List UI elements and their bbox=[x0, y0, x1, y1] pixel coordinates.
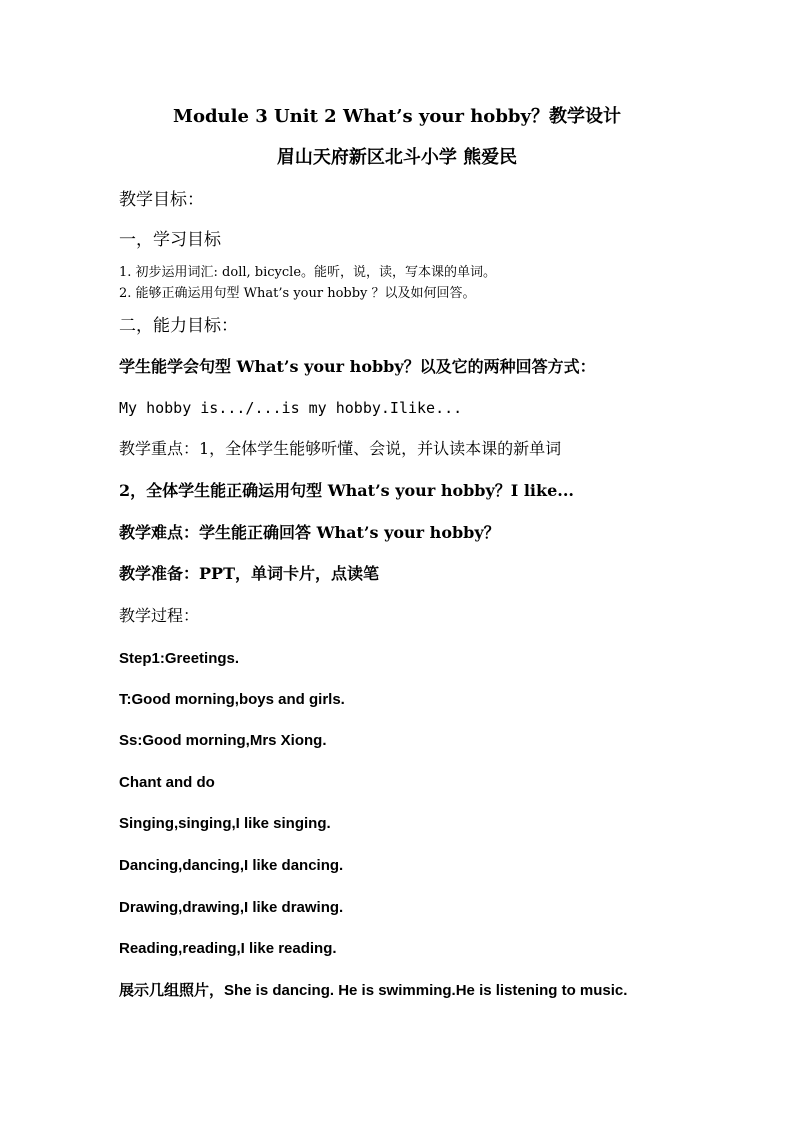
teaching-key-point-2: 2，全体学生能正确运用句型 What’s your hobby？I like... bbox=[119, 481, 574, 500]
chant-line-drawing: Drawing,drawing,I like drawing. bbox=[119, 899, 344, 916]
chant-line-reading: Reading,reading,I like reading. bbox=[119, 940, 337, 957]
teacher-greeting: T:Good morning,boys and girls. bbox=[119, 691, 345, 708]
photo-display-line: 展示几组照片，She is dancing. He is swimming.He is listening to music. bbox=[119, 982, 628, 999]
chant-line-singing: Singing,singing,I like singing. bbox=[119, 815, 331, 832]
goal-item-1: 1. 初步运用词汇: doll, bicycle。能听，说，读，写本课的单词。 bbox=[119, 265, 497, 280]
document-title: Module 3 Unit 2 What’s your hobby？教学设计 bbox=[173, 106, 621, 127]
goal-item-2: 2. 能够正确运用句型 What’s your hobby ？以及如何回答。 bbox=[119, 286, 476, 301]
sentence-pattern: My hobby is.../...is my hobby.Ilike... bbox=[119, 399, 463, 417]
students-greeting: Ss:Good morning,Mrs Xiong. bbox=[119, 732, 327, 749]
teaching-process-heading: 教学过程： bbox=[119, 606, 200, 625]
ability-goal-text: 学生能学会句型 What’s your hobby？以及它的两种回答方式： bbox=[119, 357, 596, 376]
step1-greetings: Step1:Greetings. bbox=[119, 650, 240, 667]
teaching-difficulty: 教学难点：学生能正确回答 What’s your hobby？ bbox=[119, 523, 500, 542]
ability-goals-heading: 二，能力目标： bbox=[119, 316, 238, 336]
chant-and-do: Chant and do bbox=[119, 774, 215, 791]
teaching-preparation: 教学准备：PPT，单词卡片，点读笔 bbox=[119, 564, 379, 583]
learning-goals-heading: 一，学习目标 bbox=[119, 230, 221, 250]
chant-line-dancing: Dancing,dancing,I like dancing. bbox=[119, 857, 344, 874]
teaching-goals-heading: 教学目标： bbox=[119, 190, 204, 210]
teaching-key-point-1: 教学重点：1，全体学生能够听懂、会说，并认读本课的新单词 bbox=[119, 439, 562, 458]
school-author: 眉山天府新区北斗小学 熊爱民 bbox=[276, 147, 518, 168]
